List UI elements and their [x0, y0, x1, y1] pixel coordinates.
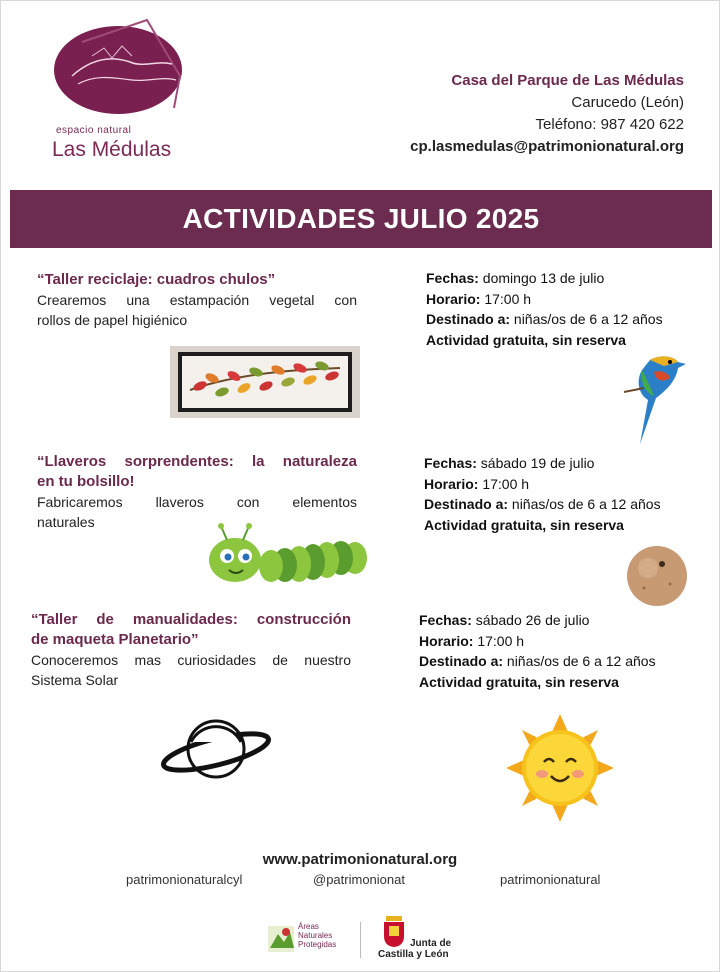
fechas-row: Fechas: domingo 13 de julio	[426, 270, 605, 286]
activity-title: “Taller de manualidades: construcción	[31, 611, 351, 628]
activity-description: Conoceremos mas curiosidades de nuestro	[31, 652, 351, 668]
activity-3	[31, 610, 351, 690]
activity-3-details	[419, 610, 656, 692]
destinado-row: Destinado a: niñas/os de 6 a 12 años	[426, 311, 663, 327]
contact-email[interactable]: cp.lasmedulas@patrimonionatural.org	[410, 138, 684, 155]
activity-2-details	[424, 453, 661, 535]
activity-title: “Taller reciclaje: cuadros chulos”	[37, 271, 276, 288]
fechas-row: Fechas: sábado 26 de julio	[419, 612, 590, 628]
activity-description: Crearemos una estampación vegetal con	[37, 292, 357, 308]
page-title-banner: ACTIVIDADES JULIO 2025	[10, 190, 712, 248]
logo-title: Las Médulas	[52, 138, 172, 161]
facebook-handle[interactable]: patrimonionaturalcyl	[126, 872, 243, 887]
gratuita-row: Actividad gratuita, sin reserva	[419, 673, 619, 690]
sun-illustration-icon	[504, 712, 616, 824]
website-link[interactable]: www.patrimonionatural.org	[262, 851, 458, 868]
contact-name: Casa del Parque de Las Médulas	[451, 72, 684, 89]
horario-row: Horario: 17:00 h	[424, 475, 530, 492]
areas-naturales-logo-icon	[266, 922, 296, 956]
instagram-handle[interactable]: patrimonionatural	[500, 872, 601, 887]
activity-title: en tu bolsillo!	[37, 473, 135, 490]
contact-phone: Teléfono: 987 420 622	[535, 116, 684, 133]
activity-title: “Llaveros sorprendentes: la naturaleza	[37, 453, 357, 470]
activity-2	[37, 452, 357, 532]
junta-logo-text-1: Junta de	[410, 938, 452, 949]
caterpillar-illustration-icon	[205, 522, 370, 588]
logo-divider	[360, 922, 361, 958]
junta-logo-text-2: Castilla y León	[378, 949, 449, 960]
twitter-handle[interactable]: @patrimonionat	[313, 872, 405, 887]
destinado-row: Destinado a: niñas/os de 6 a 12 años	[424, 496, 661, 512]
junta-shield-icon	[382, 916, 406, 948]
logo-subtitle: espacio natural	[56, 125, 132, 136]
activity-1-details	[426, 268, 663, 350]
activity-title: de maqueta Planetario”	[31, 631, 199, 648]
gratuita-row: Actividad gratuita, sin reserva	[424, 516, 624, 533]
fechas-row: Fechas: sábado 19 de julio	[424, 455, 595, 471]
horario-row: Horario: 17:00 h	[426, 290, 532, 307]
activity-description: Fabricaremos llaveros con elementos	[37, 494, 357, 510]
contact-block	[410, 70, 684, 158]
activity-description: naturales	[37, 514, 95, 530]
activity-description: rollos de papel higiénico	[37, 312, 188, 328]
activity-1	[37, 270, 357, 330]
horario-row: Horario: 17:00 h	[419, 632, 525, 649]
seed-ball-keychain-icon	[624, 544, 690, 608]
areas-naturales-logo-text: Áreas Naturales Protegidas	[298, 922, 337, 949]
leaf-frame-picture-icon	[170, 346, 360, 418]
gratuita-row: Actividad gratuita, sin reserva	[426, 331, 626, 348]
contact-place: Carucedo (León)	[571, 94, 684, 111]
bird-illustration-icon	[620, 352, 690, 448]
las-medulas-logo-icon	[52, 18, 192, 128]
planet-saturn-icon	[158, 712, 274, 786]
destinado-row: Destinado a: niñas/os de 6 a 12 años	[419, 653, 656, 669]
activity-description: Sistema Solar	[31, 672, 119, 688]
